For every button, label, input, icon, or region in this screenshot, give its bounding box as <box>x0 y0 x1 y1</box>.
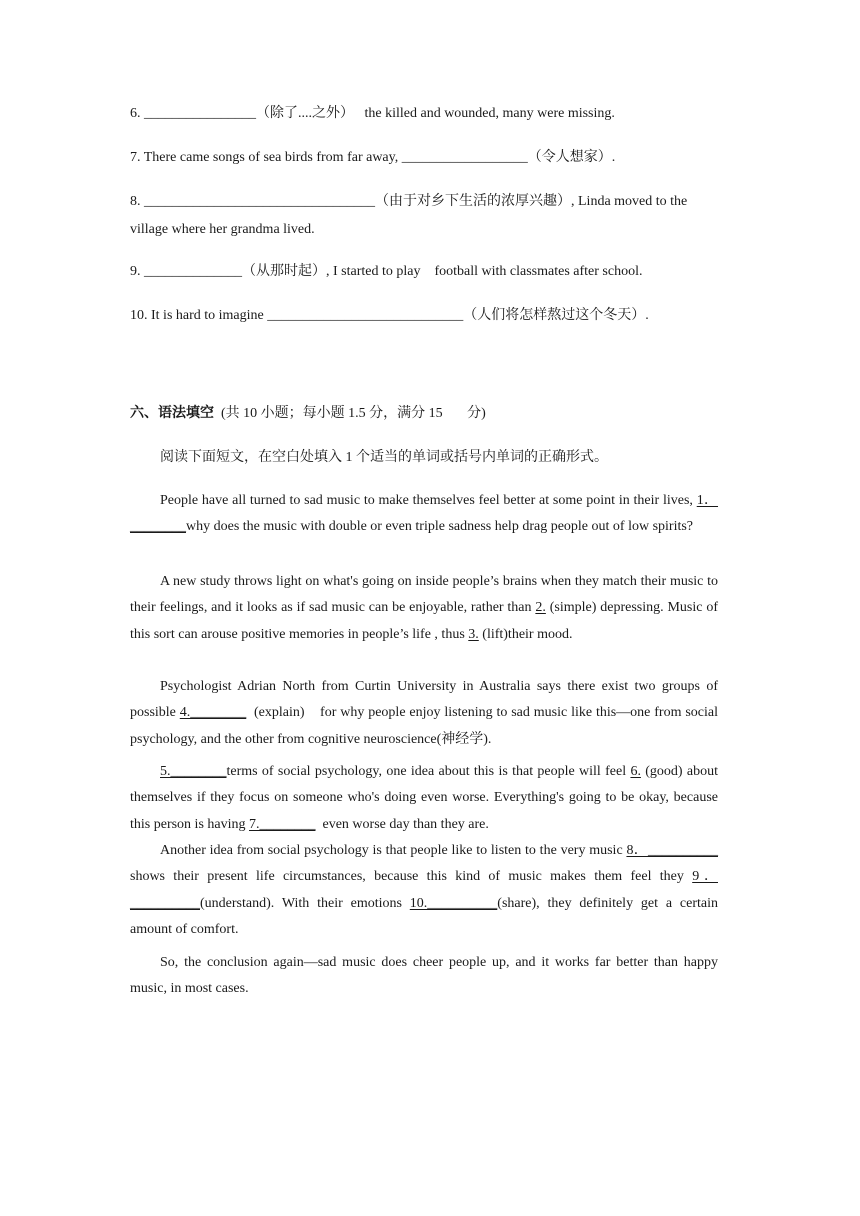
paragraph-text: (understand). With their emotions <box>200 895 410 911</box>
paragraph-text: Psychologist Adrian North from Curtin University in Australia says there exist two groups of possible <box>130 679 722 721</box>
chinese-hint: （由于对乡下生活的浓厚兴趣） <box>375 194 571 209</box>
passage-paragraph-5 <box>130 838 725 944</box>
translation-item-9 <box>130 262 642 282</box>
translation-item-8-continued: village where her grandma lived. <box>130 222 315 237</box>
paragraph-text: terms of social psychology, one idea about this is that people will feel <box>226 764 631 779</box>
paragraph-text: People have all turned to sad music to make themselves feel better at some point in their lives, <box>160 493 697 508</box>
sentence-text: , Linda moved to the <box>571 194 688 209</box>
paragraph-text: shows their present life circumstances, because this kind of music makes them feel they <box>130 843 725 885</box>
sentence-text: It is hard to imagine <box>147 308 268 323</box>
answer-blank: _________________________________ <box>144 194 375 209</box>
passage-paragraph-1 <box>130 488 718 541</box>
paragraph-text: Another idea from social psychology is that people like to listen to the very music <box>160 843 627 858</box>
passage-paragraph-2 <box>130 569 722 648</box>
blank-1: 1．________ <box>130 493 719 535</box>
paragraph-text: A new study throws light on what's going on inside people’s brains when they match their music to their feelings, and it looks as if sad music can be enjoyable, rather than <box>130 574 722 616</box>
section-title: 六、语法填空 <box>130 406 214 421</box>
answer-blank: __________________ <box>401 150 528 165</box>
paragraph-text: (lift)their mood. <box>478 626 573 642</box>
paragraph-text: why does the music with double or even triple sadness help drag people out of low spirits? <box>186 519 694 535</box>
blank-6: 6. <box>630 764 641 779</box>
sentence-text: the killed and wounded, many were missing. <box>354 106 615 121</box>
paragraph-text: (good) about themselves if they focus on someone who's doing even worse. Everything's going to be okay, because this person is having <box>130 764 722 832</box>
answer-blank: ________________ <box>144 106 256 121</box>
answer-blank: ______________ <box>144 264 242 279</box>
blank-2: 2. <box>535 600 546 616</box>
item-number: 9. <box>130 264 141 279</box>
translation-item-10 <box>130 306 649 326</box>
paragraph-text: (simple) depressing. Music of this sort can arouse positive memories in people’s life , thus <box>130 600 722 642</box>
sentence-text: There came songs of sea birds from far away, <box>140 150 402 165</box>
item-number: 10. <box>130 308 148 323</box>
translation-item-6 <box>130 104 615 124</box>
paragraph-text: (share), they definitely get a certain amount of comfort. <box>130 895 722 938</box>
chinese-hint: （从那时起） <box>242 264 326 279</box>
item-number: 7. <box>130 150 141 165</box>
section-heading <box>130 404 486 424</box>
passage-paragraph-6 <box>130 950 722 1003</box>
sentence-end: . <box>645 308 649 323</box>
blank-10: 10.__________ <box>409 895 498 911</box>
blank-4: 4.________ <box>179 705 247 721</box>
translation-item-8 <box>130 192 687 212</box>
sentence-text: , I started to play football with classmates after school. <box>326 264 643 279</box>
translation-item-7 <box>130 148 615 168</box>
blank-8: 8．__________ <box>626 843 718 858</box>
blank-9: 9．__________ <box>130 869 718 911</box>
answer-blank: ____________________________ <box>267 308 464 323</box>
chinese-hint: （人们将怎样熬过这个冬天） <box>463 308 646 323</box>
section-scoring: (共 10 小题；每小题 1.5 分，满分 15 分) <box>214 406 486 421</box>
chinese-hint: （除了....之外） <box>256 106 354 121</box>
item-number: 8. <box>130 194 141 209</box>
paragraph-text: (explain) for why people enjoy listening to sad music like this—one from social psychology, and the other from cognitive neuroscience(神经学). <box>130 705 722 747</box>
passage-paragraph-4 <box>130 759 722 838</box>
item-number: 6. <box>130 106 141 121</box>
blank-7: 7.________ <box>249 816 316 832</box>
blank-5: 5.________ <box>160 764 227 779</box>
paragraph-text: So, the conclusion again—sad music does cheer people up, and it works far better than happy music, in most cases. <box>130 955 722 997</box>
paragraph-text: even worse day than they are. <box>315 816 489 832</box>
chinese-hint: （令人想家） <box>527 150 612 165</box>
blank-3: 3. <box>468 626 479 642</box>
sentence-end: . <box>611 150 616 165</box>
passage-paragraph-3 <box>130 674 722 753</box>
section-instruction: 阅读下面短文，在空白处填入 1 个适当的单词或括号内单词的正确形式。 <box>160 450 608 465</box>
